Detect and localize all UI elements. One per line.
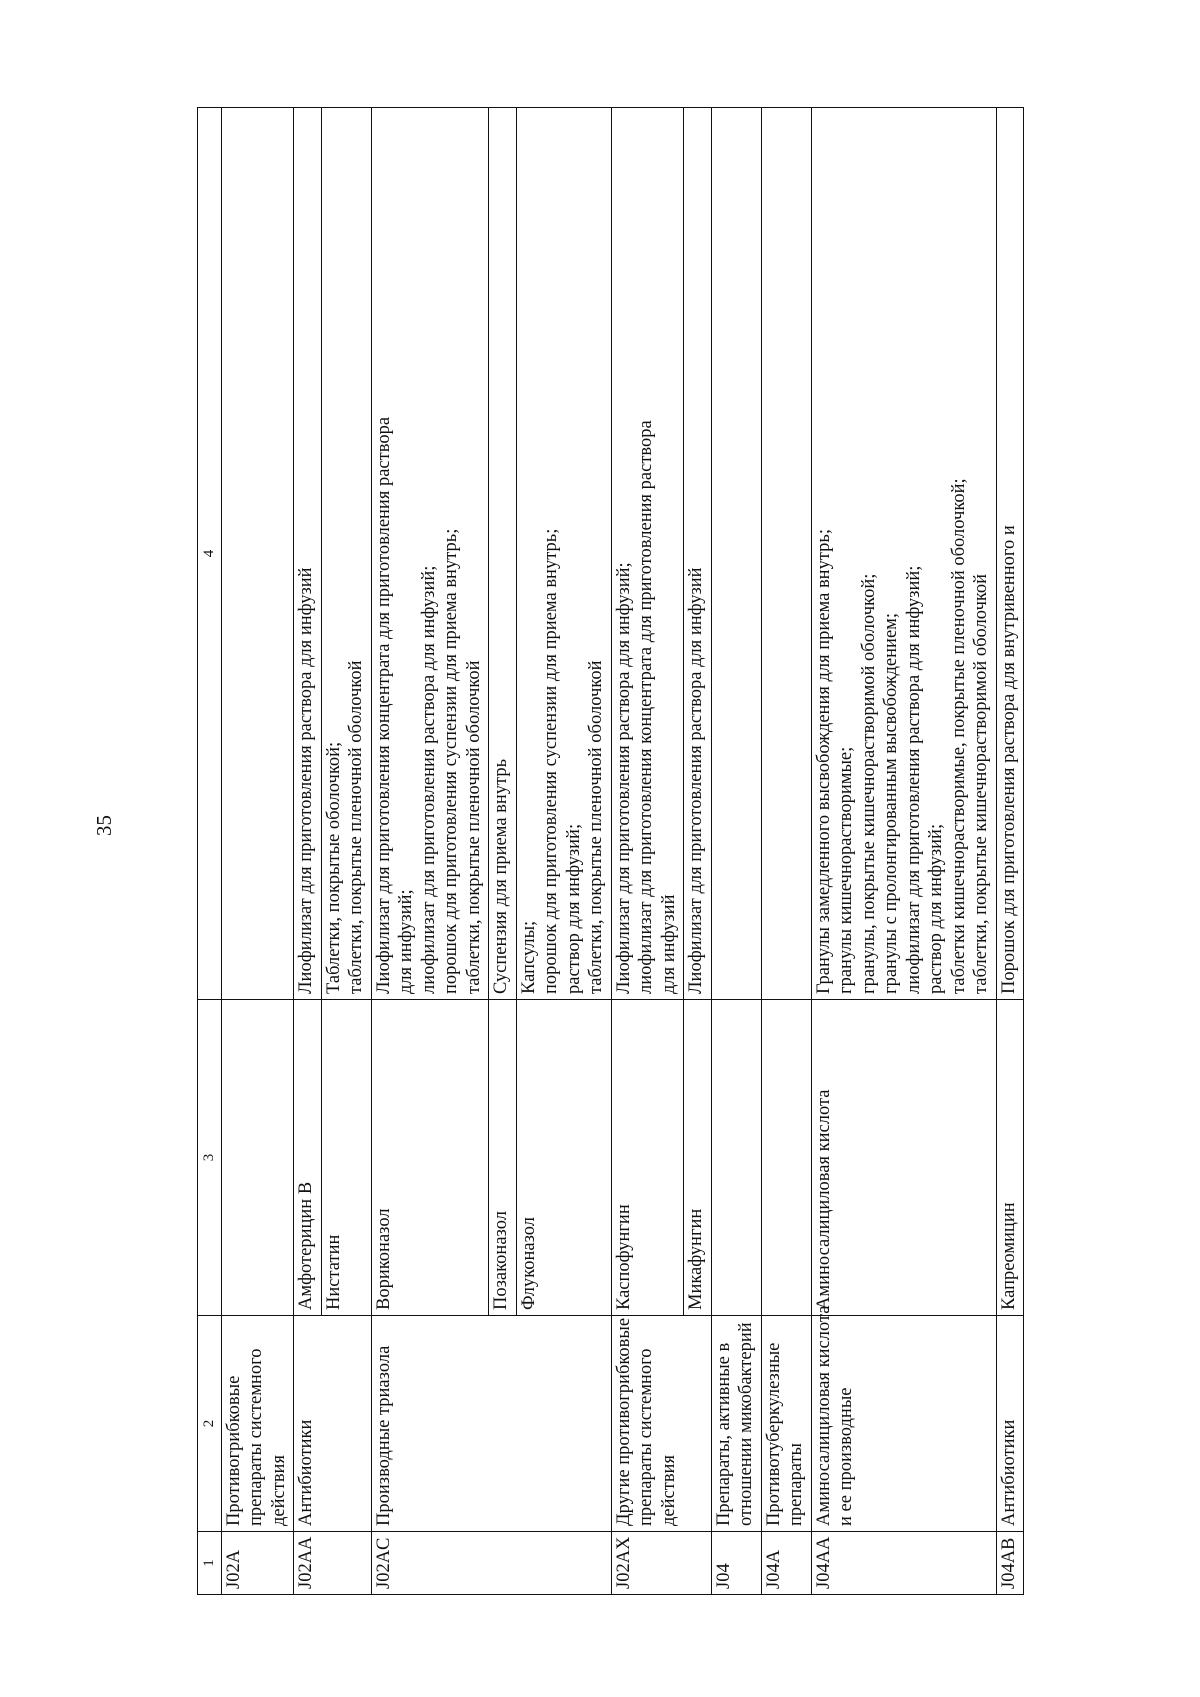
group-name-line: Противотуберкулезные: [763, 1342, 784, 1526]
rotated-page-content: [197, 112, 1108, 1595]
group-name-line: Препараты, активные в: [713, 1342, 734, 1526]
dosage-form-line: гранулы кишечнорастворимые;: [836, 746, 856, 994]
group-name-line: Противогрибковые: [223, 1375, 244, 1526]
dosage-form-line: таблетки, покрытые кишечнорастворимой оболочкой: [971, 573, 991, 994]
col-header-1: 1: [198, 1532, 222, 1595]
dosage-form-line: раствор для инфузий;: [926, 823, 946, 994]
dosage-form-line: Таблетки, покрытые оболочкой;: [323, 741, 344, 994]
dosage-form-line: гранулы с пролонгированным высвобождением;: [881, 612, 901, 994]
dosage-form-line: лиофилизат для приготовления концентрата для приготовления раствора: [636, 420, 656, 994]
dosage-form-line: таблетки, покрытые пленочной оболочкой: [463, 660, 484, 994]
atc-code-cell: J04: [711, 1532, 761, 1595]
dosage-form-line: для инфузий;: [396, 889, 416, 994]
table-row: [711, 108, 761, 1595]
col-header-2: 2: [198, 1316, 222, 1532]
group-name-line: препараты: [786, 1443, 806, 1526]
dosage-forms-cell: [811, 108, 996, 1000]
dosage-form-line: таблетки, покрытые пленочной оболочкой: [586, 660, 606, 994]
dosage-form-line: Лиофилизат для приготовления раствора для инфузий;: [613, 562, 634, 994]
group-name-line: Аминосалициловая кислота: [813, 1305, 834, 1526]
table-row: [221, 108, 294, 1595]
header-row: [198, 108, 222, 1595]
dosage-form-line: Гранулы замедленного высвобождения для приема внутрь;: [813, 529, 834, 994]
drug-name-cell: Амфотерицин В: [294, 1000, 322, 1316]
dosage-form-line: для инфузий: [658, 894, 679, 994]
drug-name-cell: Аминосалициловая кислота: [811, 1000, 996, 1316]
dosage-form-line: гранулы, покрытые кишечнорастворимой оболочкой;: [858, 573, 879, 994]
table-body: [221, 108, 1024, 1595]
group-name-line: препараты системного: [636, 1348, 656, 1526]
dosage-form-line: Лиофилизат для приготовления раствора для инфузий: [686, 567, 706, 994]
table-row: [294, 108, 322, 1595]
dosage-forms-cell: [711, 108, 761, 1000]
group-name-line: действия: [268, 1455, 289, 1526]
drug-name-cell: Капреомицин: [996, 1000, 1024, 1316]
dosage-form-line: лиофилизат для приготовления раствора для инфузий;: [418, 565, 439, 994]
dosage-form-line: порошок для приготовления суспензии для приема внутрь;: [541, 528, 561, 994]
col-header-3: 3: [198, 1000, 222, 1316]
dosage-form-line: Лиофилизат для приготовления концентрата для приготовления раствора: [373, 416, 394, 994]
group-name-line: и ее производные: [836, 1387, 856, 1526]
table-row: [761, 108, 811, 1595]
atc-code-cell: J02A: [221, 1532, 294, 1595]
atc-code-cell: J04A: [761, 1532, 811, 1595]
dosage-forms-cell: [371, 108, 489, 1000]
group-name-cell: [611, 1316, 711, 1532]
dosage-form-line: Лиофилизат для приготовления раствора для инфузий: [296, 567, 316, 994]
drug-name-cell: Вориконазол: [371, 1000, 489, 1316]
drug-name-cell: Каспофунгин: [611, 1000, 684, 1316]
atc-code-cell: J04AB: [996, 1532, 1024, 1595]
col-header-4: 4: [198, 108, 222, 1000]
group-name-cell: [761, 1316, 811, 1532]
table-row: [371, 108, 489, 1595]
drug-name-cell: Позаконазол: [489, 1000, 517, 1316]
dosage-form-line: таблетки кишечнорастворимые, покрытые пленочной оболочкой;: [948, 478, 969, 994]
dosage-form-line: Порошок для приготовления раствора для внутривенного и: [998, 525, 1019, 994]
dosage-forms-cell: [516, 108, 611, 1000]
dosage-forms-cell: [761, 108, 811, 1000]
drug-name-cell: Нистатин: [321, 1000, 371, 1316]
dosage-forms-cell: [489, 108, 517, 1000]
drug-name-cell: Микафунгин: [684, 1000, 712, 1316]
group-name-cell: [371, 1316, 611, 1532]
group-name-cell: [711, 1316, 761, 1532]
table-row: [811, 108, 996, 1595]
group-name-line: препараты системного: [246, 1348, 266, 1526]
group-name-line: действия: [658, 1455, 679, 1526]
drug-name-cell: [761, 1000, 811, 1316]
group-name-line: отношении микобактерий: [736, 1322, 756, 1526]
dosage-forms-cell: [221, 108, 294, 1000]
group-name-cell: [996, 1316, 1024, 1532]
drug-name-cell: Флуконазол: [516, 1000, 611, 1316]
atc-code-cell: J02AC: [371, 1532, 611, 1595]
group-name-line: Антибиотики: [296, 1419, 316, 1526]
group-name-cell: [811, 1305, 996, 1532]
group-name-line: Производные триазола: [373, 1345, 394, 1526]
dosage-forms-cell: [294, 108, 322, 1000]
group-name-cell: [294, 1316, 372, 1532]
dosage-forms-cell: [321, 108, 371, 1000]
drug-name-cell: [221, 1000, 294, 1316]
dosage-forms-cell: [996, 108, 1024, 1000]
atc-code-cell: J02AA: [294, 1532, 372, 1595]
page-number: 35: [92, 815, 116, 836]
table-row: [996, 108, 1024, 1595]
dosage-form-line: лиофилизат для приготовления раствора для инфузий;: [903, 565, 924, 994]
group-name-line: Антибиотики: [998, 1419, 1019, 1526]
dosage-forms-cell: [684, 108, 712, 1000]
dosage-form-line: порошок для приготовления суспензии для приема внутрь;: [441, 528, 461, 994]
table-row: [611, 108, 684, 1595]
dosage-form-line: Капсулы;: [518, 920, 539, 994]
dosage-form-line: таблетки, покрытые пленочной оболочкой: [346, 660, 366, 994]
medication-table: [197, 107, 1024, 1595]
atc-code-cell: J04AA: [811, 1532, 996, 1595]
atc-code-cell: J02AX: [611, 1532, 711, 1595]
drug-name-cell: [711, 1000, 761, 1316]
group-name-line: Другие противогрибковые: [613, 1317, 634, 1526]
dosage-forms-cell: [611, 108, 684, 1000]
dosage-form-line: Суспензия для приема внутрь: [491, 758, 511, 994]
group-name-cell: [221, 1316, 294, 1532]
dosage-form-line: раствор для инфузий;: [563, 823, 584, 994]
